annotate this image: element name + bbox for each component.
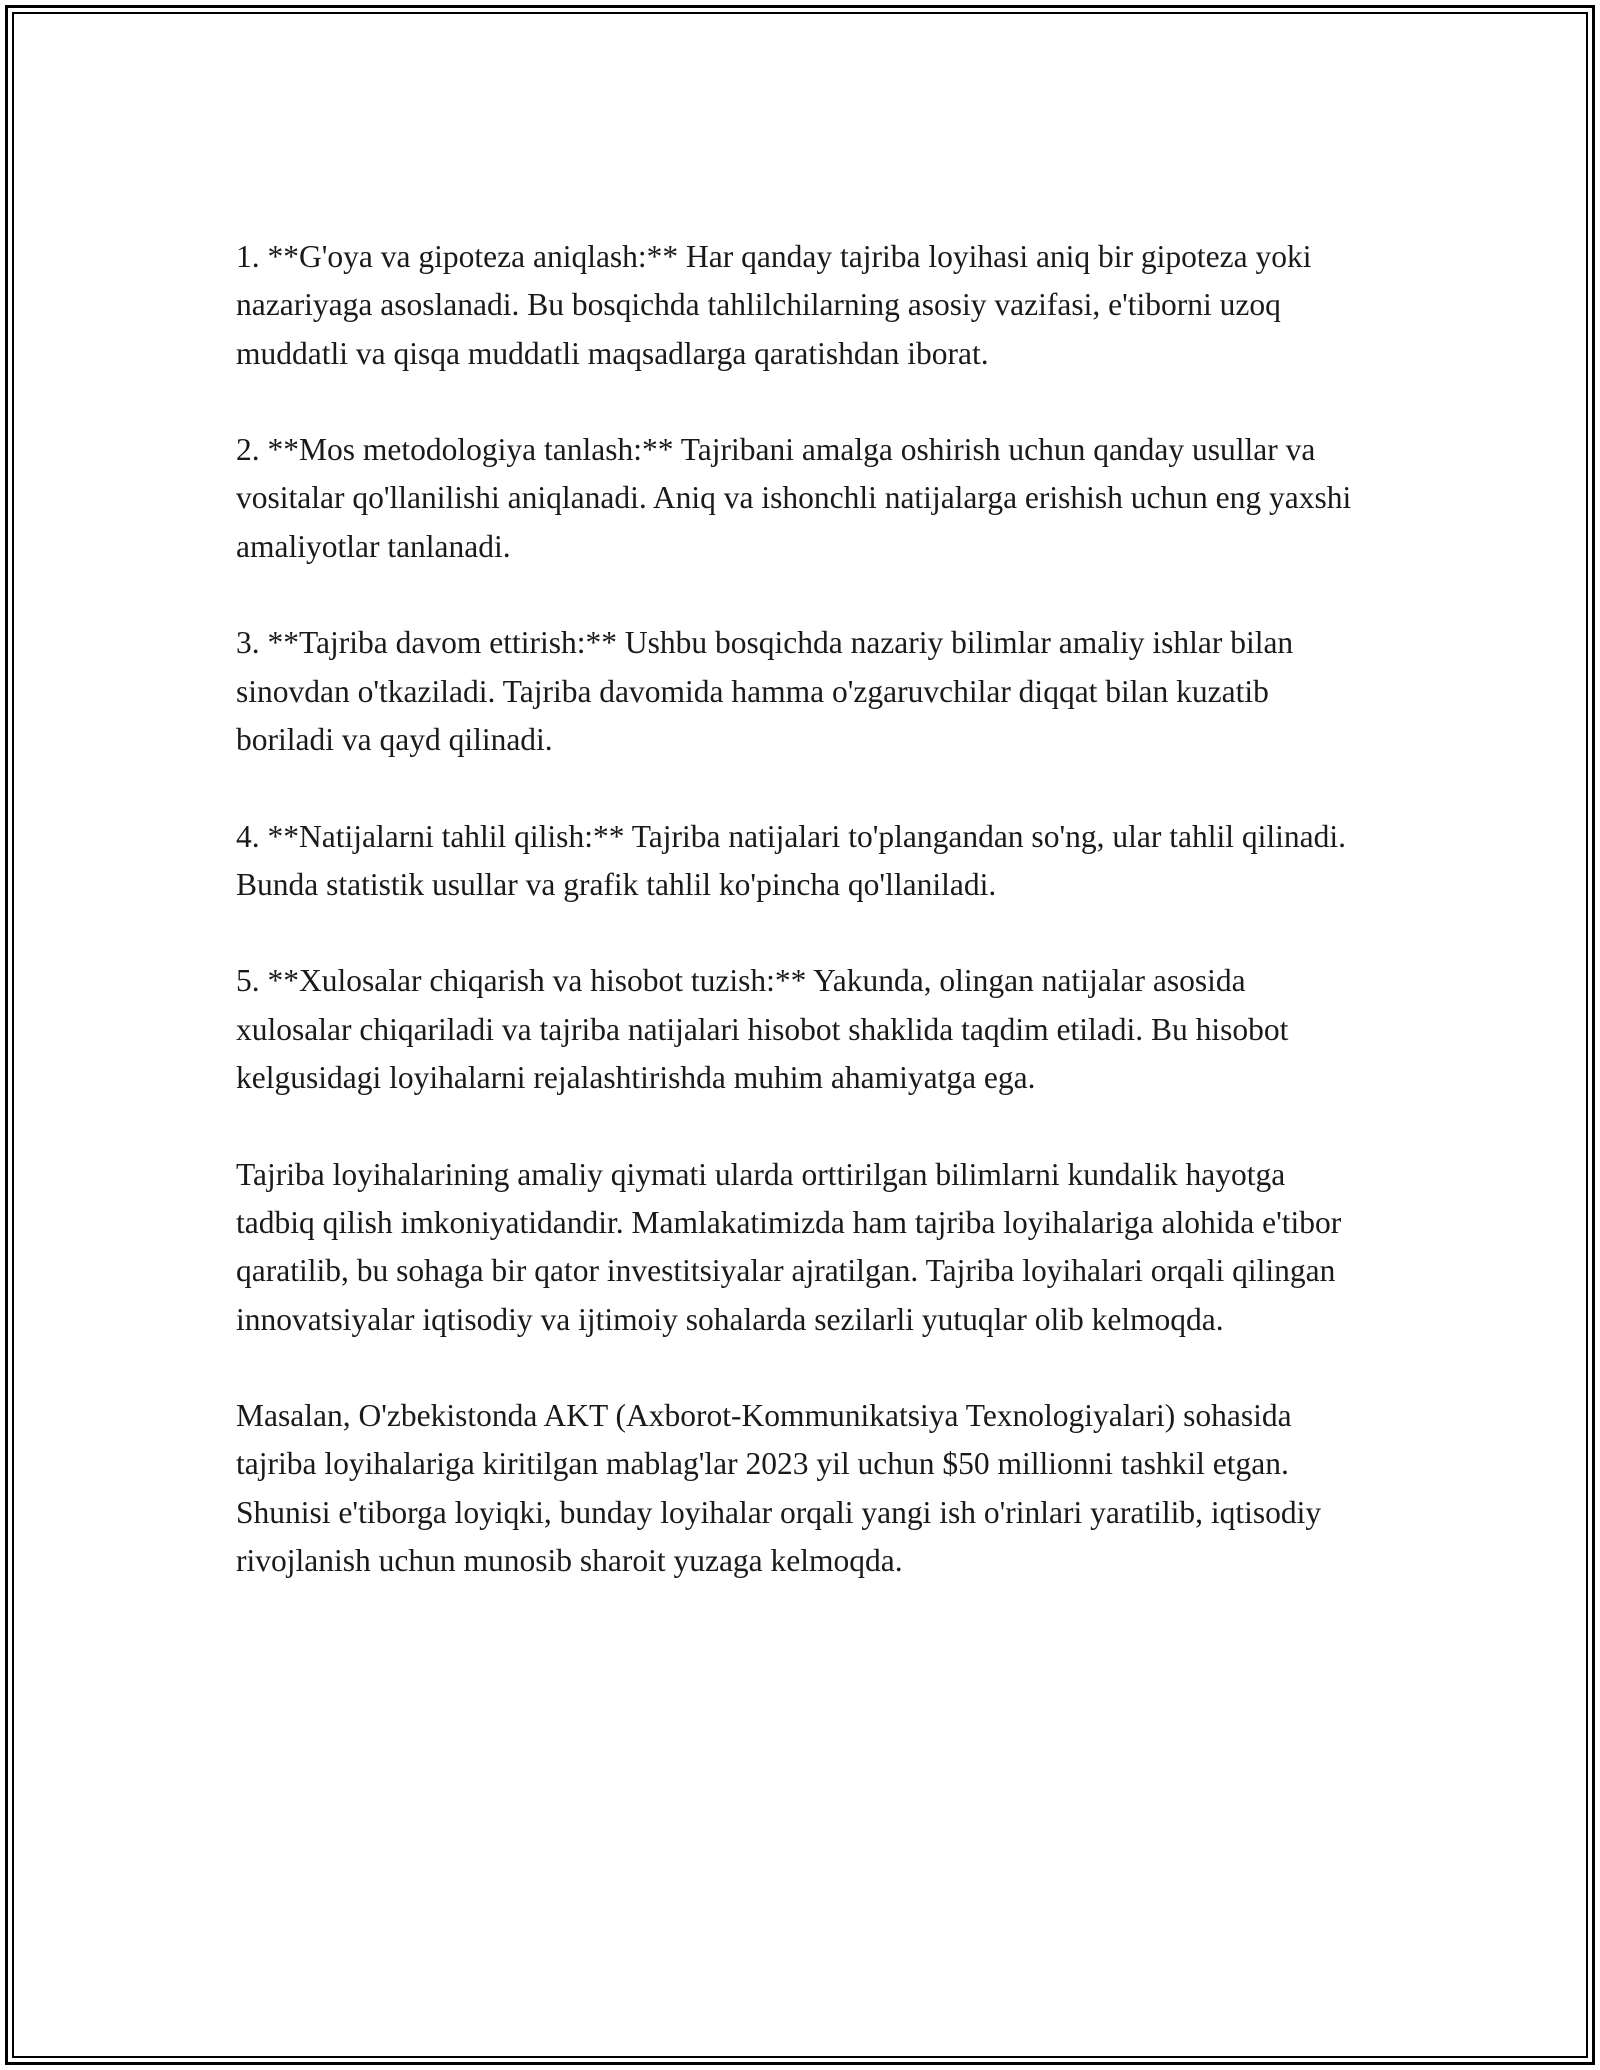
paragraph-step-1: 1. **G'oya va gipoteza aniqlash:** Har qanday tajriba loyihasi aniq bir gipoteza yoki nazariyaga asoslanadi. Bu bosqichda tahlilchilarning asosiy vazifasi, e'tiborni uzoq muddatli va qisqa muddatli maqsadlarga qaratishdan iborat. (236, 239, 1312, 371)
paragraph-step-2: 2. **Mos metodologiya tanlash:** Tajribani amalga oshirish uchun qanday usullar va vositalar qo'llanilishi aniqlanadi. Aniq va ishonchli natijalarga erishish uchun eng yaxshi amaliyotlar tanlanadi. (236, 432, 1352, 564)
paragraph-step-5: 5. **Xulosalar chiqarish va hisobot tuzish:** Yakunda, olingan natijalar asosida xulosalar chiqariladi va tajriba natijalari hisobot shaklida taqdim etiladi. Bu hisobot kelgusidagi loyihalarni rejalashtirishda muhim ahamiyatga ega. (236, 963, 1289, 1096)
paragraph-practical-value: Tajriba loyihalarining amaliy qiymati ularda orttirilgan bilimlarni kundalik hayotga tadbiq qilish imkoniyatidandir. Mamlakatimizda ham tajriba loyihalariga alohida e'tibor qaratilib, bu sohaga bir qator investitsiyalar ajratilgan. Tajriba loyihalari orqali qilingan innovatsiyalar iqtisodiy va ijtimoiy sohalarda sezilarli yutuqlar olib kelmoqda. (236, 1156, 1342, 1337)
paragraph-step-4: 4. **Natijalarni tahlil qilish:** Tajriba natijalari to'plangandan so'ng, ular tahlil qilinadi. Bunda statistik usullar va grafik tahlil ko'pincha qo'llaniladi. (236, 818, 1346, 902)
paragraph-example: Masalan, O'zbekistonda AKT (Axborot-Kommunikatsiya Texnologiyalari) sohasida tajriba loyihalariga kiritilgan mablag'lar 2023 yil uchun $50 millionni tashkil etgan. Shunisi e'tiborga loyiqki, bunday loyihalar orqali yangi ish o'rinlari yaratilib, iqtisodiy rivojlanish uchun munosib sharoit yuzaga kelmoqda. (236, 1398, 1322, 1579)
paragraph-step-3: 3. **Tajriba davom ettirish:** Ushbu bosqichda nazariy bilimlar amaliy ishlar bilan sinovdan o'tkaziladi. Tajriba davomida hamma o'zgaruvchilar diqqat bilan kuzatib boriladi va qayd qilinadi. (236, 625, 1294, 757)
document-body (236, 233, 1366, 1585)
